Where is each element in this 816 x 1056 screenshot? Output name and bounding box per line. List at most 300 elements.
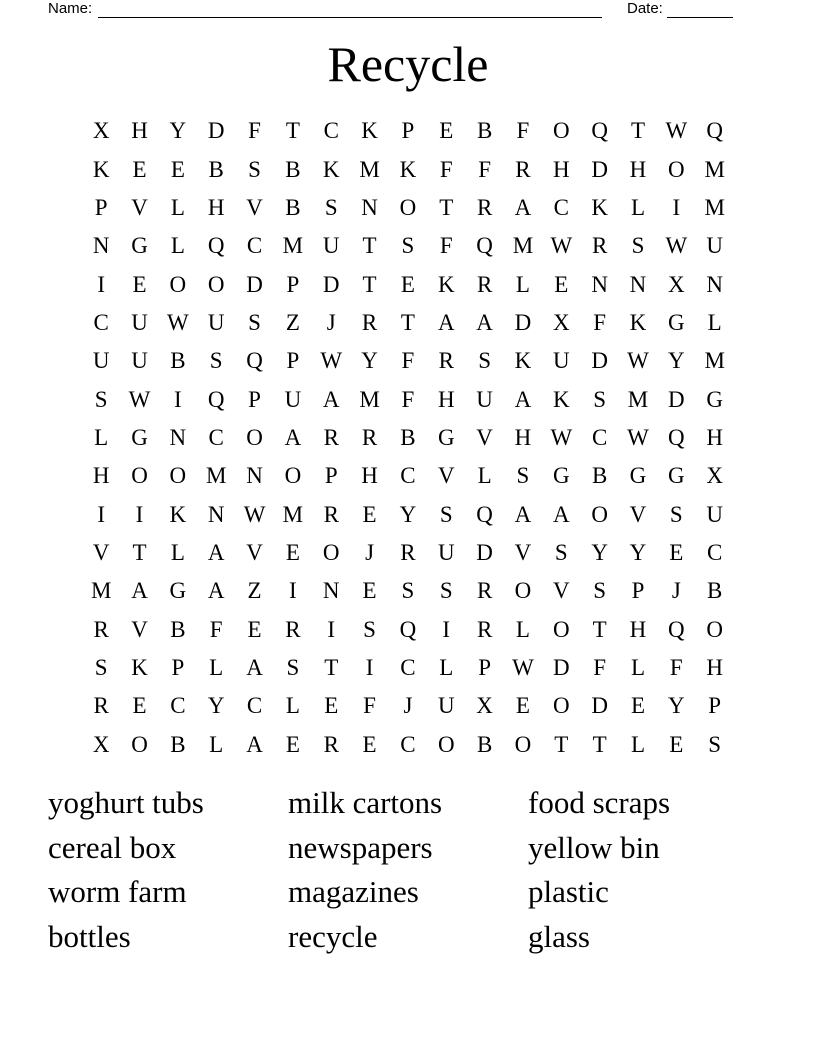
grid-letter: H bbox=[92, 463, 110, 489]
grid-letter: F bbox=[209, 616, 223, 642]
grid-letter: M bbox=[205, 463, 227, 489]
grid-letter: K bbox=[361, 118, 378, 144]
grid-letter: O bbox=[591, 501, 608, 527]
grid-letter: S bbox=[439, 501, 453, 527]
grid-letter: E bbox=[439, 118, 454, 144]
grid-letter: L bbox=[94, 424, 109, 450]
grid-letter: U bbox=[437, 539, 455, 565]
grid-letter: F bbox=[593, 654, 607, 680]
grid-letter: V bbox=[437, 463, 455, 489]
grid-letter: A bbox=[246, 654, 263, 680]
grid-letter: S bbox=[593, 386, 607, 412]
grid-letter: N bbox=[706, 271, 723, 297]
grid-letter: K bbox=[437, 271, 455, 297]
grid-letter: U bbox=[552, 348, 570, 374]
grid-letter: O bbox=[322, 539, 340, 565]
grid-letter: R bbox=[476, 616, 493, 642]
word-list-item: cereal box bbox=[48, 829, 177, 865]
grid-letter: Q bbox=[246, 348, 263, 374]
grid-letter: W bbox=[512, 654, 534, 680]
grid-letter: B bbox=[707, 578, 723, 604]
grid-letter: Q bbox=[476, 233, 493, 259]
grid-letter: S bbox=[209, 348, 223, 374]
grid-letter: L bbox=[439, 654, 454, 680]
grid-letter: A bbox=[437, 309, 455, 335]
grid-letter: L bbox=[630, 731, 646, 757]
grid-letter: Y bbox=[399, 501, 417, 527]
grid-letter: H bbox=[514, 424, 532, 450]
grid-letter: F bbox=[401, 386, 415, 412]
grid-letter: J bbox=[326, 309, 336, 335]
grid-letter: E bbox=[669, 539, 684, 565]
grid-letter: C bbox=[591, 424, 608, 450]
grid-letter: Q bbox=[207, 233, 225, 259]
grid-letter: M bbox=[627, 386, 649, 412]
grid-letter: E bbox=[362, 501, 377, 527]
grid-letter: R bbox=[323, 501, 339, 527]
grid-letter: I bbox=[442, 616, 451, 642]
grid-letter: P bbox=[324, 463, 338, 489]
grid-letter: C bbox=[208, 424, 224, 450]
grid-letter: R bbox=[400, 539, 416, 565]
grid-letter: K bbox=[322, 156, 340, 182]
word-list-item: glass bbox=[528, 919, 590, 955]
grid-letter: L bbox=[707, 309, 722, 335]
grid-letter: W bbox=[320, 348, 343, 374]
grid-letter: O bbox=[552, 693, 570, 719]
grid-letter: E bbox=[132, 156, 147, 182]
grid-letter: I bbox=[97, 501, 105, 527]
grid-letter: F bbox=[248, 118, 261, 144]
grid-letter: W bbox=[627, 348, 649, 374]
grid-letter: W bbox=[665, 118, 688, 144]
grid-letter: A bbox=[514, 194, 532, 220]
grid-letter: I bbox=[365, 654, 374, 680]
grid-letter: S bbox=[94, 386, 108, 412]
grid-letter: C bbox=[400, 731, 416, 757]
grid-letter: L bbox=[630, 194, 646, 220]
grid-letter: V bbox=[131, 616, 148, 642]
grid-letter: G bbox=[668, 309, 685, 335]
grid-letter: B bbox=[170, 348, 186, 374]
grid-letter: H bbox=[361, 463, 378, 489]
grid-letter: R bbox=[476, 578, 493, 604]
grid-letter: A bbox=[246, 731, 263, 757]
grid-letter: G bbox=[668, 463, 685, 489]
grid-letter: O bbox=[514, 731, 532, 757]
grid-letter: F bbox=[363, 693, 376, 719]
grid-letter: N bbox=[591, 271, 608, 297]
word-list-item: newspapers bbox=[288, 829, 433, 865]
grid-letter: O bbox=[131, 731, 148, 757]
grid-letter: S bbox=[593, 578, 607, 604]
grid-letter: T bbox=[362, 233, 377, 259]
grid-letter: K bbox=[92, 156, 110, 182]
grid-letter: E bbox=[132, 271, 147, 297]
grid-letter: R bbox=[323, 731, 339, 757]
grid-letter: U bbox=[322, 233, 340, 259]
grid-letter: C bbox=[246, 693, 263, 719]
grid-letter: T bbox=[439, 194, 454, 220]
grid-letter: O bbox=[207, 271, 225, 297]
grid-letter: Y bbox=[361, 348, 378, 374]
name-blank-line[interactable] bbox=[98, 2, 602, 18]
grid-letter: B bbox=[476, 731, 493, 757]
grid-letter: E bbox=[362, 578, 377, 604]
grid-letter: T bbox=[324, 654, 339, 680]
grid-letter: L bbox=[630, 654, 646, 680]
grid-letter: P bbox=[401, 118, 415, 144]
grid-letter: U bbox=[476, 386, 493, 412]
grid-letter: V bbox=[476, 424, 493, 450]
grid-letter: S bbox=[248, 156, 261, 182]
grid-letter: T bbox=[630, 118, 646, 144]
page-title: Recycle bbox=[327, 36, 489, 92]
grid-letter: D bbox=[246, 271, 263, 297]
grid-letter: I bbox=[135, 501, 144, 527]
grid-letter: B bbox=[591, 463, 608, 489]
grid-letter: N bbox=[169, 424, 187, 450]
grid-letter: D bbox=[591, 348, 608, 374]
grid-letter: H bbox=[437, 386, 455, 412]
grid-letter: F bbox=[593, 309, 607, 335]
grid-letter: W bbox=[167, 309, 189, 335]
grid-letter: P bbox=[286, 348, 300, 374]
grid-letter: B bbox=[400, 424, 416, 450]
grid-letter: D bbox=[591, 693, 608, 719]
word-list-item: bottles bbox=[48, 919, 131, 955]
grid-letter: Y bbox=[207, 693, 225, 719]
word-list-item: recycle bbox=[288, 919, 378, 955]
grid-letter: M bbox=[359, 386, 380, 412]
grid-letter: S bbox=[286, 654, 300, 680]
grid-letter: B bbox=[285, 194, 301, 220]
grid-letter: T bbox=[362, 271, 377, 297]
grid-letter: J bbox=[671, 578, 681, 604]
grid-letter: E bbox=[132, 693, 147, 719]
grid-letter: N bbox=[246, 463, 263, 489]
grid-letter: C bbox=[170, 693, 186, 719]
grid-letter: V bbox=[131, 194, 148, 220]
grid-letter: G bbox=[131, 424, 148, 450]
grid-letter: E bbox=[324, 693, 339, 719]
grid-letter: A bbox=[131, 578, 148, 604]
word-list-item: yellow bin bbox=[528, 829, 660, 865]
grid-letter: O bbox=[668, 156, 685, 182]
grid-letter: N bbox=[207, 501, 225, 527]
grid-letter: X bbox=[92, 118, 110, 144]
grid-letter: O bbox=[706, 616, 723, 642]
grid-letter: P bbox=[171, 654, 185, 680]
grid-letter: G bbox=[131, 233, 148, 259]
grid-letter: A bbox=[207, 578, 225, 604]
grid-letter: P bbox=[631, 578, 645, 604]
grid-letter: O bbox=[131, 463, 148, 489]
grid-letter: M bbox=[282, 233, 304, 259]
grid-letter: T bbox=[400, 309, 415, 335]
grid-letter: S bbox=[324, 194, 338, 220]
grid-letter: N bbox=[322, 578, 340, 604]
grid-letter: X bbox=[552, 309, 570, 335]
grid-letter: K bbox=[399, 156, 417, 182]
grid-letter: R bbox=[476, 271, 493, 297]
grid-letter: R bbox=[285, 616, 301, 642]
grid-letter: M bbox=[90, 578, 112, 604]
grid-letter: W bbox=[627, 424, 649, 450]
grid-letter: Q bbox=[476, 501, 493, 527]
grid-letter: T bbox=[132, 539, 147, 565]
grid-letter: Q bbox=[399, 616, 417, 642]
grid-letter: N bbox=[361, 194, 378, 220]
grid-letter: U bbox=[437, 693, 455, 719]
grid-letter: Q bbox=[591, 118, 608, 144]
grid-letter: Y bbox=[668, 693, 685, 719]
grid-letter: V bbox=[246, 194, 263, 220]
word-list-item: plastic bbox=[528, 874, 609, 910]
grid-letter: L bbox=[285, 693, 300, 719]
grid-letter: E bbox=[554, 271, 569, 297]
grid-letter: N bbox=[92, 233, 110, 259]
grid-letter: E bbox=[170, 156, 185, 182]
grid-letter: V bbox=[514, 539, 532, 565]
grid-letter: T bbox=[592, 731, 607, 757]
grid-letter: U bbox=[131, 309, 148, 335]
grid-letter: H bbox=[207, 194, 225, 220]
grid-letter: S bbox=[516, 463, 530, 489]
grid-letter: D bbox=[668, 386, 685, 412]
grid-letter: R bbox=[323, 424, 339, 450]
grid-letter: H bbox=[706, 424, 723, 450]
grid-letter: R bbox=[438, 348, 454, 374]
grid-letter: S bbox=[554, 539, 568, 565]
grid-letter: V bbox=[92, 539, 110, 565]
grid-letter: L bbox=[209, 654, 224, 680]
grid-letter: M bbox=[704, 348, 725, 374]
grid-letter: R bbox=[93, 616, 109, 642]
grid-letter: A bbox=[322, 386, 340, 412]
grid-letter: K bbox=[131, 654, 148, 680]
grid-letter: M bbox=[704, 156, 725, 182]
grid-letter: M bbox=[704, 194, 725, 220]
grid-letter: K bbox=[591, 194, 608, 220]
grid-letter: O bbox=[399, 194, 417, 220]
grid-letter: Z bbox=[285, 309, 300, 335]
grid-letter: T bbox=[592, 616, 607, 642]
word-list-item: yoghurt tubs bbox=[48, 785, 204, 820]
grid-letter: S bbox=[401, 233, 415, 259]
grid-letter: V bbox=[552, 578, 570, 604]
grid-letter: G bbox=[169, 578, 187, 604]
grid-letter: G bbox=[706, 386, 723, 412]
grid-letter: C bbox=[553, 194, 569, 220]
date-label: Date: bbox=[627, 0, 663, 17]
grid-letter: P bbox=[708, 693, 722, 719]
grid-letter: F bbox=[401, 348, 415, 374]
grid-letter: A bbox=[207, 539, 225, 565]
grid-letter: C bbox=[246, 233, 263, 259]
grid-letter: S bbox=[248, 309, 261, 335]
grid-letter: B bbox=[476, 118, 493, 144]
grid-letter: Q bbox=[706, 118, 723, 144]
name-field[interactable] bbox=[48, 0, 602, 18]
grid-letter: I bbox=[97, 271, 105, 297]
grid-letter: H bbox=[131, 118, 148, 144]
date-field[interactable] bbox=[627, 0, 733, 18]
grid-letter: U bbox=[92, 348, 110, 374]
grid-letter: K bbox=[629, 309, 647, 335]
grid-letter: D bbox=[591, 156, 608, 182]
grid-letter: A bbox=[514, 501, 532, 527]
grid-letter: S bbox=[631, 233, 645, 259]
grid-letter: A bbox=[514, 386, 532, 412]
grid-letter: P bbox=[94, 194, 108, 220]
date-blank-line[interactable] bbox=[667, 2, 733, 18]
grid-letter: R bbox=[361, 424, 378, 450]
grid-letter: B bbox=[170, 616, 186, 642]
grid-letter: U bbox=[207, 309, 225, 335]
grid-letter: E bbox=[362, 731, 377, 757]
grid-letter: I bbox=[327, 616, 336, 642]
grid-letter: E bbox=[285, 539, 300, 565]
grid-letter: O bbox=[246, 424, 263, 450]
grid-letter: Y bbox=[668, 348, 685, 374]
grid-letter: L bbox=[170, 539, 185, 565]
word-list bbox=[48, 782, 768, 961]
grid-letter: S bbox=[669, 501, 683, 527]
grid-letter: G bbox=[629, 463, 647, 489]
grid-letter: N bbox=[629, 271, 647, 297]
grid-letter: J bbox=[365, 539, 375, 565]
grid-letter: P bbox=[478, 654, 491, 680]
grid-letter: F bbox=[439, 233, 453, 259]
grid-letter: W bbox=[243, 501, 266, 527]
grid-letter: Y bbox=[591, 539, 608, 565]
grid-letter: M bbox=[359, 156, 380, 182]
grid-letter: B bbox=[208, 156, 224, 182]
grid-letter: H bbox=[629, 156, 647, 182]
grid-letter: W bbox=[550, 233, 573, 259]
grid-letter: P bbox=[286, 271, 300, 297]
grid-letter: B bbox=[285, 156, 301, 182]
grid-letter: D bbox=[207, 118, 225, 144]
grid-letter: Y bbox=[169, 118, 187, 144]
grid-letter: S bbox=[478, 348, 491, 374]
grid-letter: A bbox=[476, 309, 493, 335]
word-search-grid bbox=[82, 112, 734, 764]
grid-letter: G bbox=[552, 463, 570, 489]
grid-letter: B bbox=[170, 731, 186, 757]
grid-letter: L bbox=[209, 731, 224, 757]
grid-letter: L bbox=[477, 463, 492, 489]
grid-letter: Q bbox=[207, 386, 225, 412]
grid-letter: O bbox=[514, 578, 532, 604]
word-list-item: milk cartons bbox=[288, 785, 443, 820]
grid-letter: P bbox=[248, 386, 261, 412]
word-list-item: food scraps bbox=[528, 785, 671, 820]
grid-letter: F bbox=[516, 118, 530, 144]
worksheet-header bbox=[48, 0, 740, 20]
grid-letter: O bbox=[437, 731, 455, 757]
grid-letter: A bbox=[552, 501, 570, 527]
grid-letter: A bbox=[284, 424, 302, 450]
grid-letter: F bbox=[439, 156, 453, 182]
grid-letter: E bbox=[247, 616, 262, 642]
grid-letter: E bbox=[669, 731, 684, 757]
grid-letter: D bbox=[552, 654, 570, 680]
grid-letter: I bbox=[289, 578, 297, 604]
grid-letter: R bbox=[591, 233, 608, 259]
grid-letter: F bbox=[669, 654, 683, 680]
grid-letter: U bbox=[131, 348, 148, 374]
grid-letter: E bbox=[400, 271, 415, 297]
grid-letter: W bbox=[550, 424, 573, 450]
grid-letter: C bbox=[707, 539, 723, 565]
grid-letter: Y bbox=[629, 539, 647, 565]
grid-letter: W bbox=[665, 233, 688, 259]
grid-letter: D bbox=[476, 539, 493, 565]
grid-letter: M bbox=[512, 233, 534, 259]
grid-letter: C bbox=[400, 654, 416, 680]
grid-letter: S bbox=[363, 616, 376, 642]
grid-letter: X bbox=[706, 463, 723, 489]
grid-letter: X bbox=[92, 731, 110, 757]
grid-letter: T bbox=[285, 118, 300, 144]
grid-letter: I bbox=[672, 194, 681, 220]
grid-letter: S bbox=[401, 578, 415, 604]
grid-letter: O bbox=[552, 616, 570, 642]
grid-letter: V bbox=[629, 501, 647, 527]
grid-letter: S bbox=[94, 654, 108, 680]
grid-letter: G bbox=[437, 424, 455, 450]
grid-letter: F bbox=[478, 156, 491, 182]
name-label: Name: bbox=[48, 0, 93, 17]
grid-letter: S bbox=[708, 731, 722, 757]
grid-letter: L bbox=[170, 194, 185, 220]
word-list-item: magazines bbox=[288, 874, 419, 910]
grid-letter: O bbox=[169, 271, 187, 297]
grid-letter: L bbox=[170, 233, 185, 259]
grid-letter: K bbox=[169, 501, 187, 527]
grid-letter: D bbox=[322, 271, 340, 297]
grid-letter: C bbox=[323, 118, 339, 144]
grid-letter: S bbox=[439, 578, 453, 604]
grid-letter: L bbox=[515, 271, 530, 297]
grid-letter: H bbox=[706, 654, 723, 680]
grid-letter: H bbox=[629, 616, 647, 642]
grid-letter: T bbox=[554, 731, 569, 757]
grid-letter: C bbox=[93, 309, 109, 335]
grid-letter: E bbox=[285, 731, 300, 757]
grid-letter: I bbox=[174, 386, 182, 412]
grid-letter: U bbox=[706, 233, 723, 259]
grid-letter: R bbox=[515, 156, 531, 182]
grid-letter: R bbox=[361, 309, 378, 335]
grid-letter: W bbox=[128, 386, 151, 412]
grid-letter: K bbox=[552, 386, 570, 412]
grid-letter: R bbox=[93, 693, 109, 719]
grid-letter: O bbox=[169, 463, 187, 489]
grid-letter: O bbox=[284, 463, 302, 489]
grid-letter: Q bbox=[668, 616, 685, 642]
grid-letter: Q bbox=[668, 424, 685, 450]
grid-letter: C bbox=[400, 463, 416, 489]
grid-letter: Z bbox=[247, 578, 262, 604]
grid-letter: D bbox=[514, 309, 532, 335]
word-list-item: worm farm bbox=[48, 874, 187, 910]
grid-letter: H bbox=[552, 156, 570, 182]
grid-letter: K bbox=[514, 348, 532, 374]
grid-letter: M bbox=[282, 501, 304, 527]
